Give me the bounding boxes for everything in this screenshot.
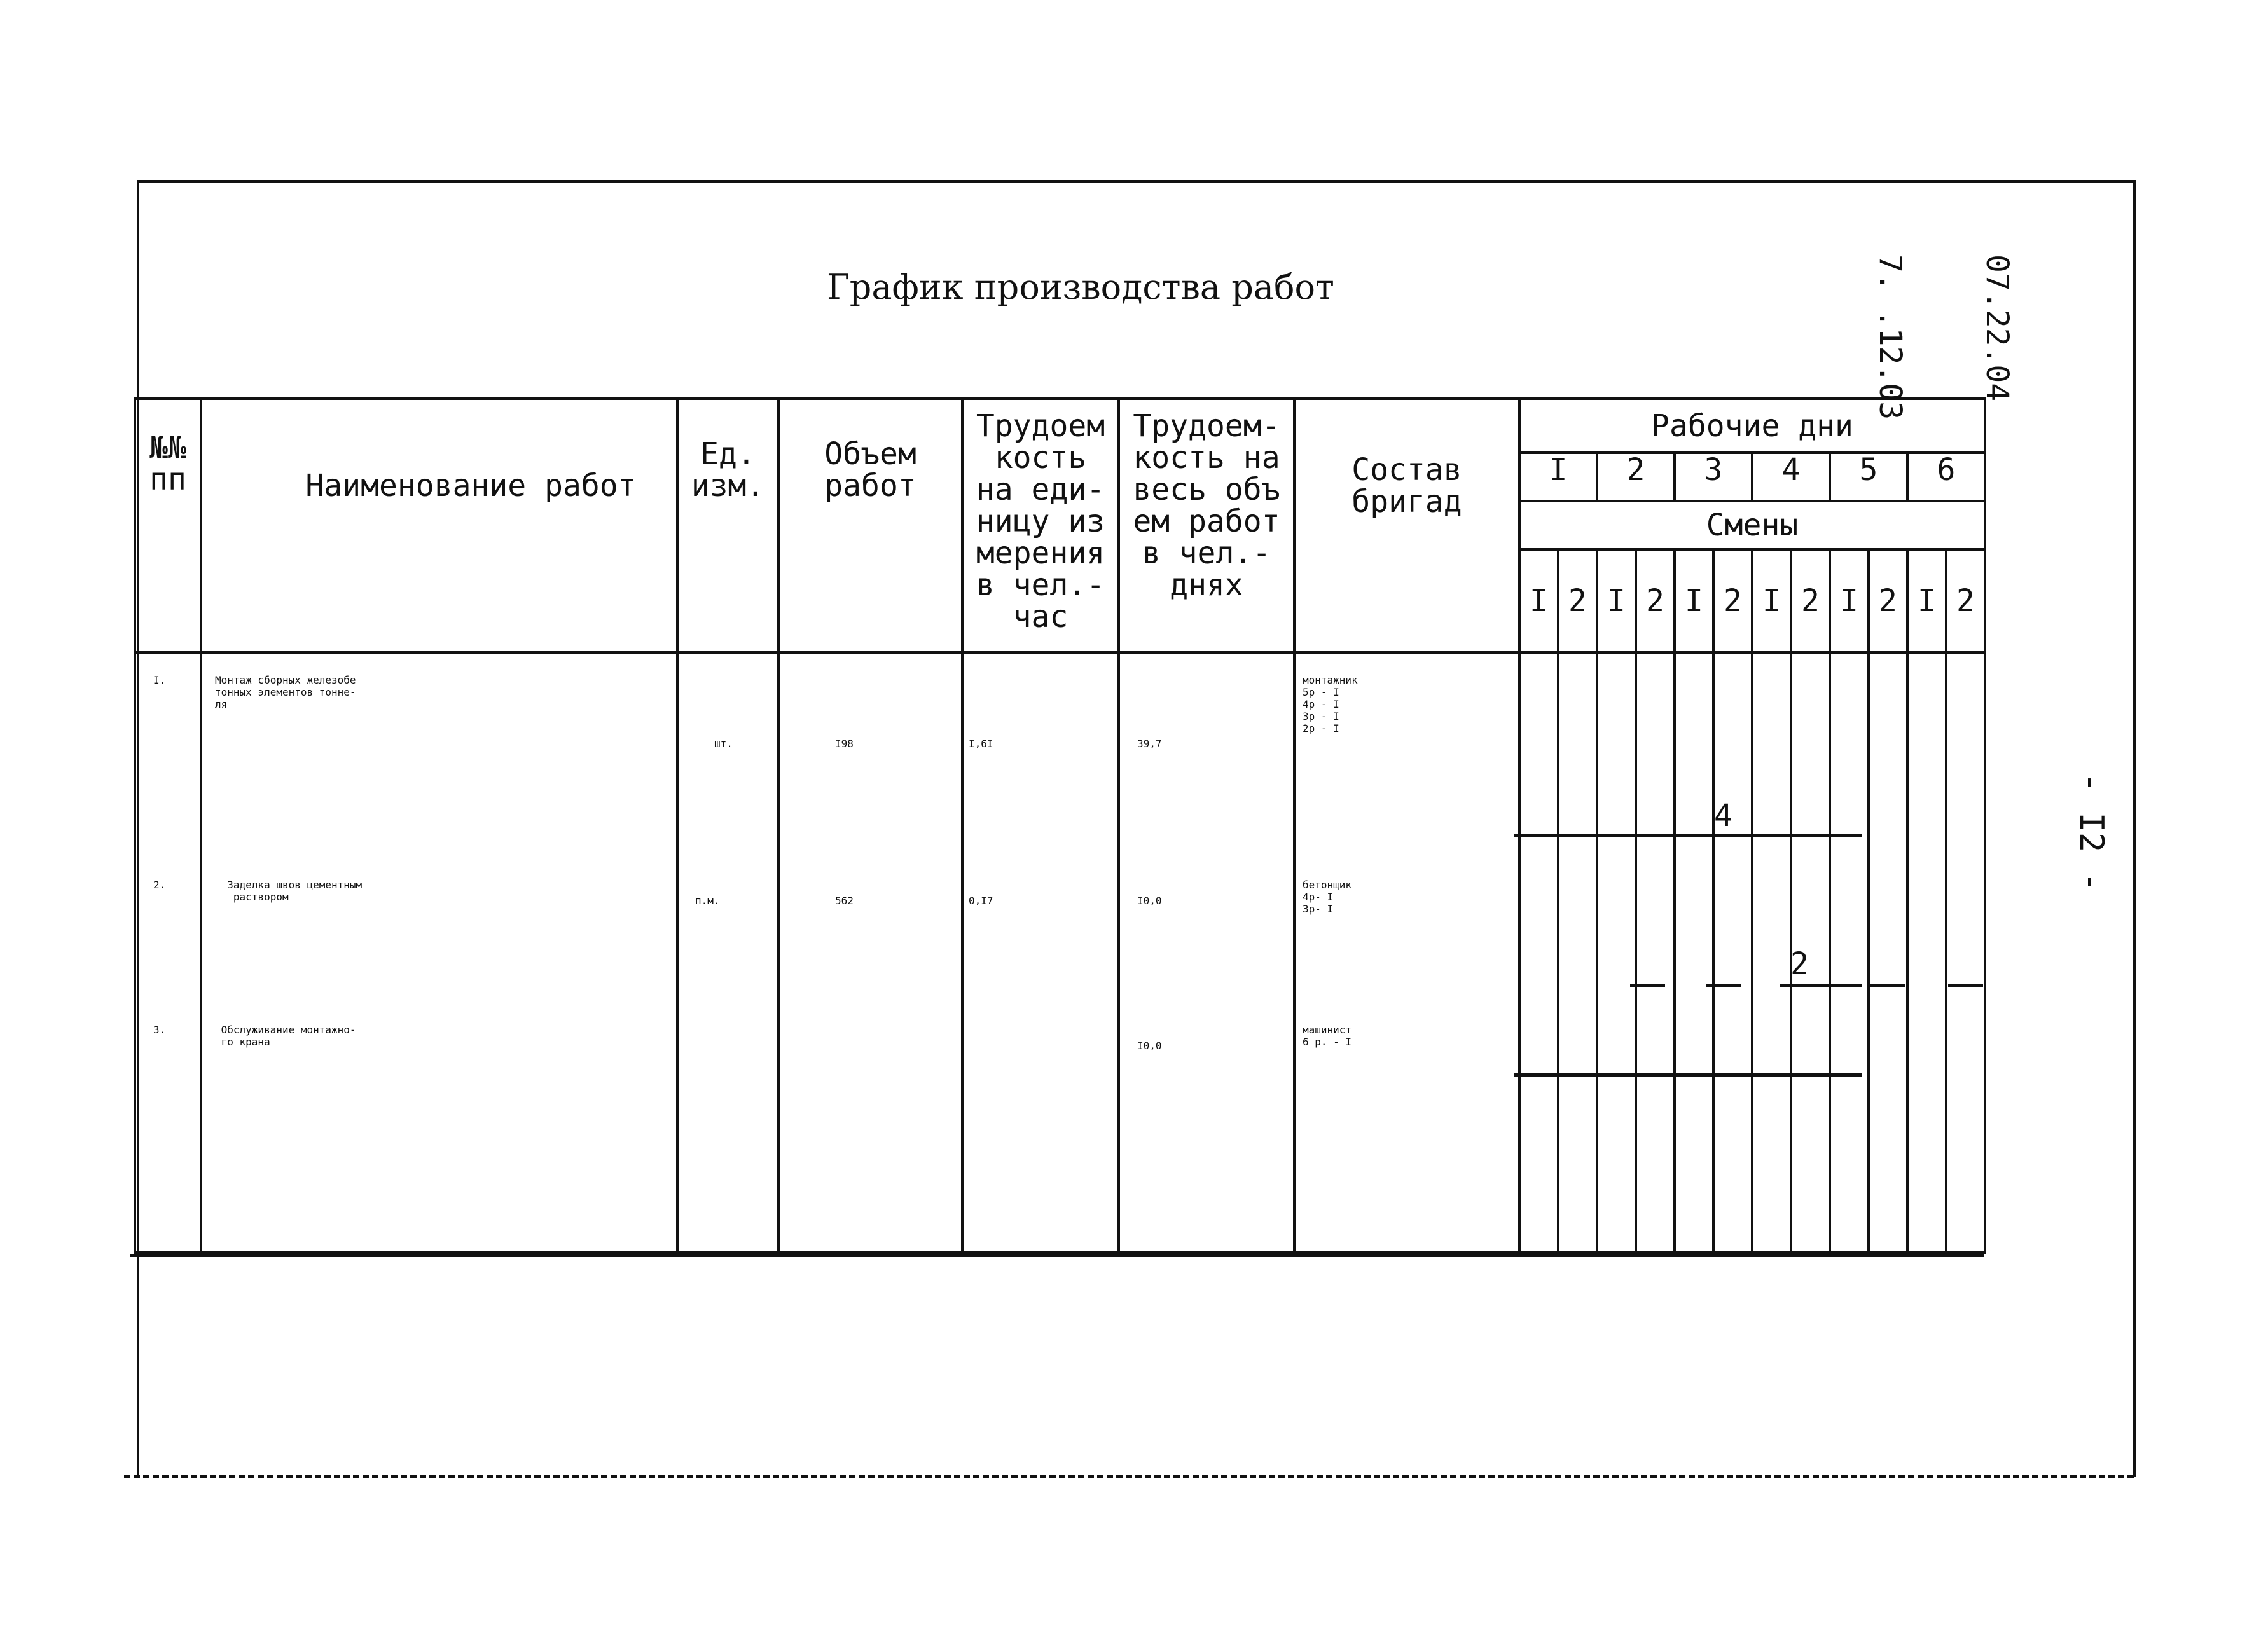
row-labor-total: I0,0 xyxy=(1137,895,1162,907)
row-labor-total: I0,0 xyxy=(1137,1040,1162,1052)
row-number: I. xyxy=(153,674,166,686)
shift-label: I xyxy=(1675,549,1713,652)
day-4: 4 xyxy=(1752,453,1830,501)
gantt-bar-row-1 xyxy=(1514,834,1862,837)
row-labor-unit: I,6I xyxy=(969,738,993,750)
document-code xyxy=(1837,254,2086,420)
shift-label: I xyxy=(1597,549,1636,652)
table-bottom-rule xyxy=(130,1254,1984,1257)
shift-label: I xyxy=(1519,549,1558,652)
gantt-bar-row-3 xyxy=(1514,1073,1862,1077)
schedule-table xyxy=(134,397,1986,1254)
frame-bottom-border xyxy=(124,1475,2134,1478)
shift-label: 2 xyxy=(1636,549,1675,652)
gantt-cell xyxy=(1675,652,1713,1253)
row-number: 3. xyxy=(153,1024,166,1036)
row-labor-total: 39,7 xyxy=(1137,738,1162,750)
header-labor-unit: Трудоем кость на еди- ницу из мерения в чел.- час xyxy=(962,399,1119,652)
shift-label: 2 xyxy=(1869,549,1907,652)
header-unit: Ед. изм. xyxy=(677,399,778,652)
day-1: I xyxy=(1519,453,1597,501)
header-name: Наименование работ xyxy=(201,399,677,652)
header-brigade: Состав бригад xyxy=(1294,399,1519,652)
row-volume: 562 xyxy=(835,895,854,907)
gantt-bar-row-2 xyxy=(1948,984,1983,987)
gantt-bar-row-2 xyxy=(1867,984,1905,987)
gantt-cell xyxy=(1558,652,1597,1253)
col-name-body xyxy=(201,652,677,1253)
row-brigade: бетонщик 4р- I 3р- I xyxy=(1303,879,1352,915)
gantt-cell xyxy=(1830,652,1869,1253)
header-working-days: Рабочие дни xyxy=(1519,399,1985,453)
gantt-cell xyxy=(1946,652,1985,1253)
shift-label: 2 xyxy=(1558,549,1597,652)
col-brigade-body xyxy=(1294,652,1519,1253)
row-brigade: машинист 6 р. - I xyxy=(1303,1024,1352,1048)
gantt-bar-row-2 xyxy=(1780,984,1862,987)
shift-label: 2 xyxy=(1946,549,1985,652)
shift-label: 2 xyxy=(1713,549,1752,652)
document-code-line-1: 07.22.04 xyxy=(1979,254,2015,402)
day-6: 6 xyxy=(1907,453,1985,501)
gantt-cell xyxy=(1869,652,1907,1253)
day-2: 2 xyxy=(1597,453,1675,501)
shift-label: I xyxy=(1907,549,1946,652)
row-brigade: монтажник 5р - I 4р - I 3р - I 2р - I xyxy=(1303,674,1358,734)
row-name: Обслуживание монтажно- го крана xyxy=(221,1024,356,1048)
gantt-cell xyxy=(1907,652,1946,1253)
gantt-bar-row-2 xyxy=(1630,984,1665,987)
row-volume: I98 xyxy=(835,738,854,750)
row-unit: п.м. xyxy=(695,895,720,907)
gantt-cell xyxy=(1752,652,1791,1253)
col-volume-body xyxy=(778,652,962,1253)
header-shifts: Смены xyxy=(1519,501,1985,549)
gantt-cell xyxy=(1519,652,1558,1253)
header-volume: Объем работ xyxy=(778,399,962,652)
page-number: - I2 - xyxy=(2072,773,2110,892)
gantt-cell xyxy=(1636,652,1675,1253)
gantt-label-row-1: 4 xyxy=(1714,798,1732,834)
header-labor-total: Трудоем- кость на весь объ ем работ в чел.- днях xyxy=(1119,399,1294,652)
shift-label: 2 xyxy=(1791,549,1830,652)
shift-label: I xyxy=(1830,549,1869,652)
header-number: №№ пп xyxy=(135,399,201,652)
row-name: Заделка швов цементным раствором xyxy=(227,879,363,903)
gantt-cell xyxy=(1713,652,1752,1253)
row-name: Монтаж сборных железобе тонных элементов тонне- ля xyxy=(215,674,356,710)
gantt-label-row-2: 2 xyxy=(1790,946,1809,982)
shift-label: I xyxy=(1752,549,1791,652)
gantt-bar-row-2 xyxy=(1706,984,1741,987)
col-number-body xyxy=(135,652,201,1253)
day-3: 3 xyxy=(1675,453,1752,501)
row-labor-unit: 0,I7 xyxy=(969,895,993,907)
day-5: 5 xyxy=(1830,453,1907,501)
gantt-cell xyxy=(1597,652,1636,1253)
page-title: График производства работ xyxy=(827,267,1334,307)
row-unit: шт. xyxy=(714,738,733,750)
row-number: 2. xyxy=(153,879,166,891)
document-code-line-2: 7. .12.03 xyxy=(1872,254,1908,420)
